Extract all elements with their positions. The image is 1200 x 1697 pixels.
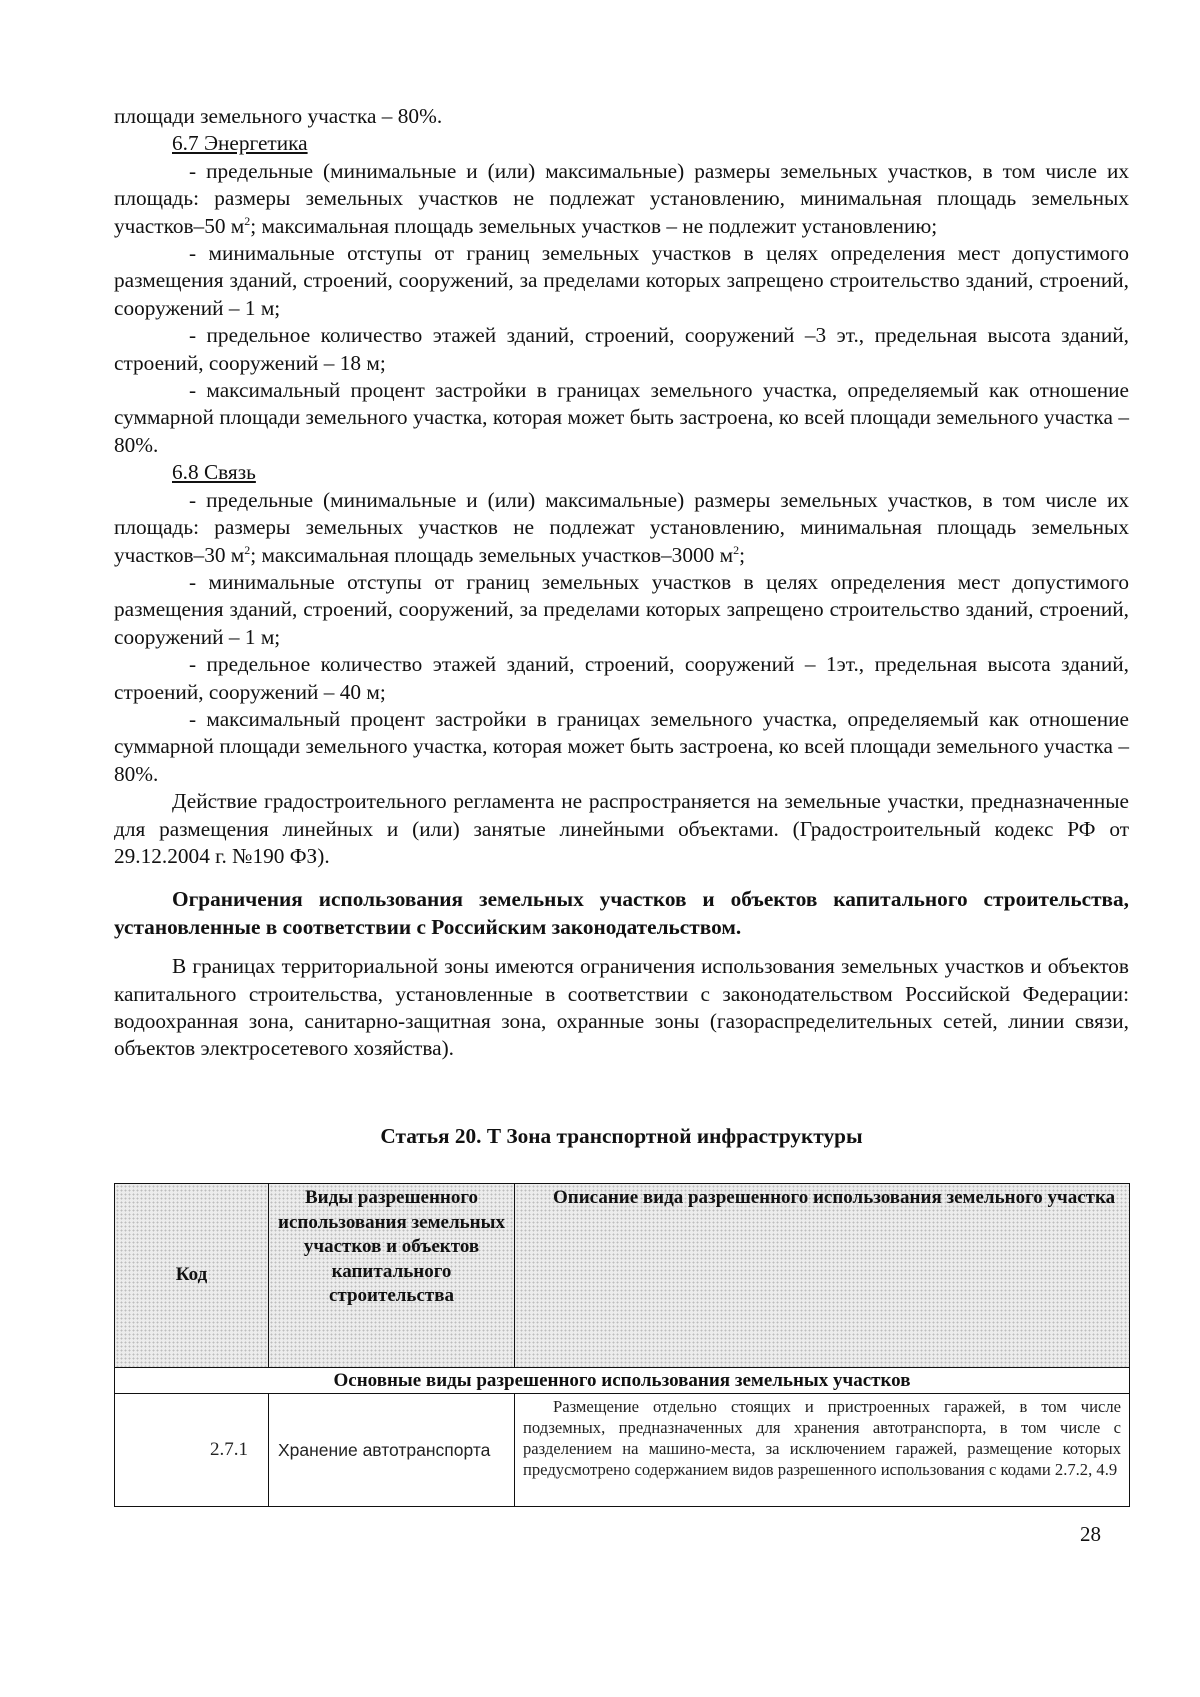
row-name: Хранение автотранспорта <box>269 1394 515 1507</box>
energy-coverage: - максимальный процент застройки в границах земельного участка, определяемый как отношение суммарной площади земельного участка, которая может быть застроена, ко всей площади земельного участка – 80%. <box>114 378 1129 457</box>
table-header-row <box>115 1184 1130 1368</box>
land-use-table <box>114 1183 1130 1507</box>
regulation-note: Действие градостроительного регламента не распространяется на земельные участки, предназначенные для размещения линейных и (или) занятые линейными объектами. (Градостроительный кодекс РФ от 29.12.2004 г. №190 ФЗ). <box>114 789 1129 868</box>
header-code: Код <box>115 1184 269 1368</box>
article-title: Статья 20. Т Зона транспортной инфраструктуры <box>380 1124 863 1148</box>
comm-setbacks: - минимальные отступы от границ земельных участков в целях определения мест допустимого размещения зданий, строений, сооружений, за пределами которых запрещено строительство зданий, строений, сооружений – 1 м; <box>114 569 1129 649</box>
energy-section <box>114 130 1129 157</box>
header-types: Виды разрешенного использования земельных участков и объектов капитального строительства <box>269 1184 515 1368</box>
restrictions-text: В границах территориальной зоны имеются ограничения использования земельных участков и объектов капитального строительства, установленные в соответствии с законодательством Российской Федерации: водоохранная зона, санитарно-защитная зона, охранные зоны (газораспределительных сетей, линии связи, объектов электросетевого хозяйства). <box>114 954 1129 1061</box>
energy-plot-size: - предельные (минимальные и (или) максимальные) размеры земельных участков, в том числе их площадь: размеры земельных участков не подлежат установлению, минимальная площадь земельных участков–50 $м^2$; максимальная площадь земельных участков – не подлежит установлению; <box>114 158 1129 238</box>
header-description: Описание вида разрешенного использования земельного участка <box>515 1184 1130 1368</box>
comm-section <box>114 459 1129 486</box>
table-row <box>115 1394 1130 1507</box>
page-number: 28 <box>1080 1522 1101 1546</box>
energy-setbacks: - минимальные отступы от границ земельных участков в целях определения мест допустимого размещения зданий, строений, сооружений, за пределами которых запрещено строительство зданий, строений, сооружений – 1 м; <box>114 241 1129 320</box>
row-code: 2.7.1 <box>115 1394 269 1507</box>
section-row <box>115 1368 1130 1394</box>
row-description: Размещение отдельно стоящих и пристроенных гаражей, в том числе подземных, предназначенных для хранения автотранспорта, в том числе с разделением на машино-места, за исключением гаражей, размещение которых предусмотрено содержанием видов разрешенного использования с кодами 2.7.2, 4.9 <box>515 1394 1130 1507</box>
main-text <box>114 103 1129 1063</box>
restrictions-heading: Ограничения использования земельных участков и объектов капитального строительства, установленные в соответствии с Российским законодательством. <box>114 887 1129 939</box>
energy-floors: - предельное количество этажей зданий, строений, сооружений –3 эт., предельная высота зданий, строений, сооружений – 18 м; <box>114 323 1129 375</box>
top-fragment: площади земельного участка – 80%. <box>114 104 443 128</box>
comm-heading: 6.8 Связь <box>172 460 256 485</box>
energy-heading: 6.7 Энергетика <box>172 131 308 156</box>
comm-coverage: - максимальный процент застройки в границах земельного участка, определяемый как отношение суммарной площади земельного участка, которая может быть застроена, ко всей площади земельного участка – 80%. <box>114 706 1129 786</box>
comm-plot-size: - предельные (минимальные и (или) максимальные) размеры земельных участков, в том числе их площадь: размеры земельных участков не подлежат установлению, минимальная площадь земельных участков–30 $м^2$; максимальная площадь земельных участков–3000 $м^2$; <box>114 487 1129 567</box>
section-title: Основные виды разрешенного использования земельных участков <box>115 1368 1130 1394</box>
comm-floors: - предельное количество этажей зданий, строений, сооружений – 1эт., предельная высота зданий, строений, сооружений – 40 м; <box>114 652 1129 704</box>
